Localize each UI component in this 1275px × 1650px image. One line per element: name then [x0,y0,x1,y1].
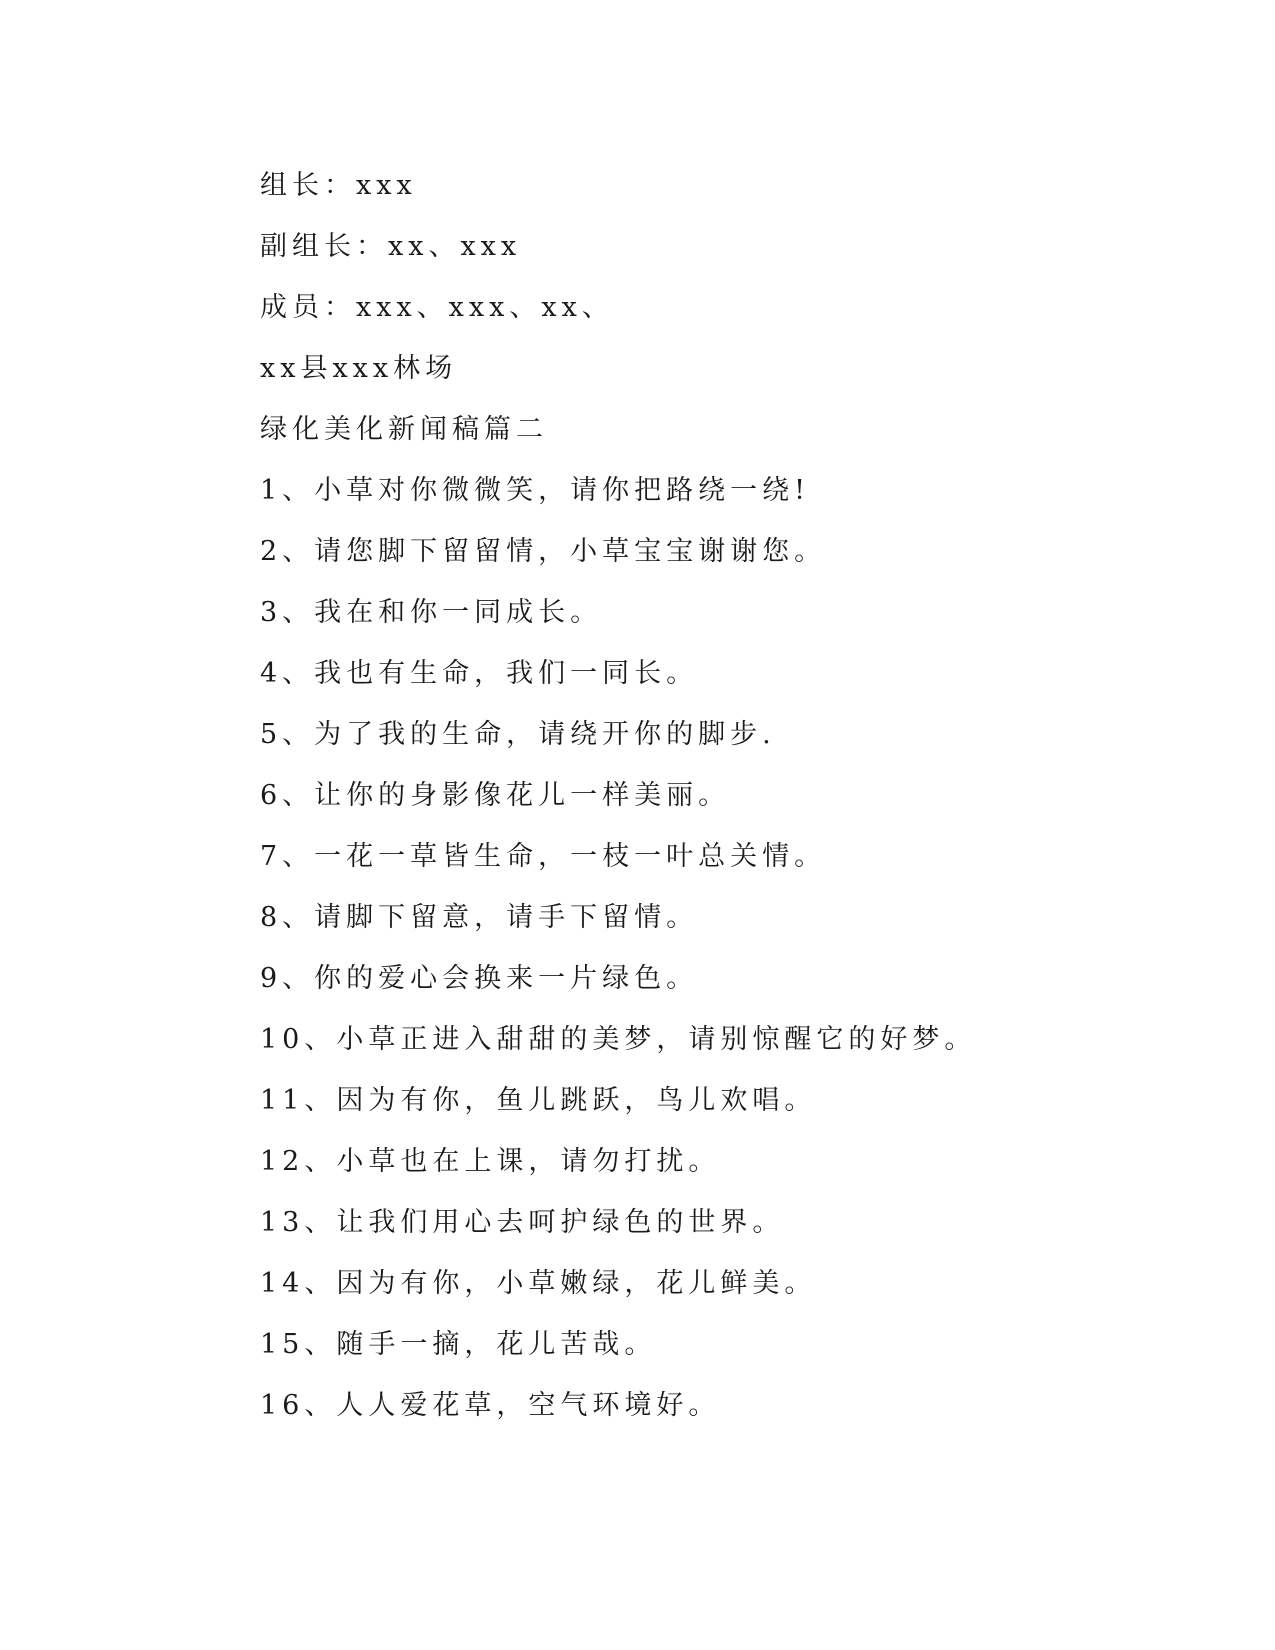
slogan-item: 12、小草也在上课，请勿打扰。 [260,1146,721,1177]
group-leader-line: 组长：xxx [260,170,417,201]
section-heading: 绿化美化新闻稿篇二 [260,414,548,445]
slogan-item: 9、你的爱心会换来一片绿色。 [260,963,699,994]
slogan-item: 6、让你的身影像花儿一样美丽。 [260,780,731,811]
slogan-item: 4、我也有生命，我们一同长。 [260,658,699,689]
slogan-item: 8、请脚下留意，请手下留情。 [260,902,699,933]
slogan-item: 2、请您脚下留留情，小草宝宝谢谢您。 [260,536,827,567]
slogan-item: 7、一花一草皆生命，一枝一叶总关情。 [260,841,827,872]
members-line: 成员：xxx、xxx、xx、 [260,292,614,323]
deputy-leader-line: 副组长：xx、xxx [260,231,522,262]
slogan-item: 10、小草正进入甜甜的美梦，请别惊醒它的好梦。 [260,1024,977,1055]
slogan-item: 13、让我们用心去呵护绿色的世界。 [260,1207,785,1238]
document-body [260,166,1210,1447]
slogan-item: 11、因为有你，鱼儿跳跃，鸟儿欢唱。 [260,1085,817,1116]
organization-line: xx县xxx林场 [260,353,458,384]
slogan-item: 5、为了我的生命，请绕开你的脚步. [260,719,776,750]
slogan-item: 14、因为有你，小草嫩绿，花儿鲜美。 [260,1268,817,1299]
slogan-item: 15、随手一摘，花儿苦哉。 [260,1329,657,1360]
slogan-item: 1、小草对你微微笑，请你把路绕一绕! [260,475,811,506]
slogan-item: 3、我在和你一同成长。 [260,597,603,628]
slogan-item: 16、人人爱花草，空气环境好。 [260,1390,721,1421]
